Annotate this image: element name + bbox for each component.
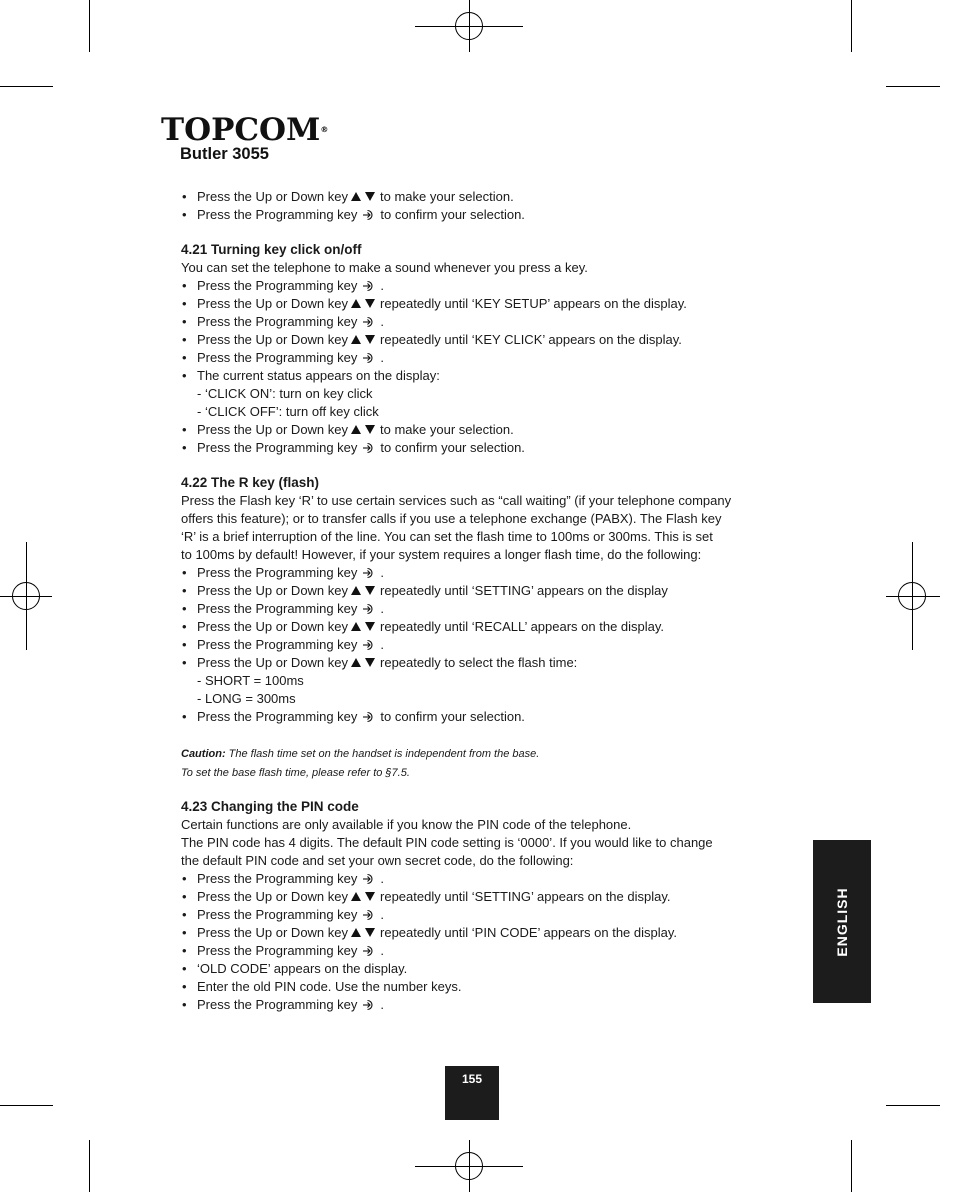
brand-name: TOPCOM xyxy=(161,112,321,148)
caution-line-2: To set the base flash time, please refer to §7.5. xyxy=(181,767,410,779)
step-text-end: to confirm your selection. xyxy=(380,440,525,455)
steps-4-23 xyxy=(181,870,781,1014)
substeps-4-21 xyxy=(181,385,781,421)
brand-logo: TOPCOM® xyxy=(161,112,329,148)
list-item xyxy=(181,888,781,906)
step-text: Enter the old PIN code. Use the number keys. xyxy=(197,979,462,994)
step-text: Press the Programming key xyxy=(197,943,358,958)
step-text-end: . xyxy=(380,278,385,293)
steps-4-21-end xyxy=(181,421,781,457)
up-down-arrows-icon xyxy=(351,621,376,632)
paragraph-line: The PIN code has 4 digits. The default PIN code setting is ‘0000’. If you would like to change xyxy=(181,835,713,850)
paragraph-line: Press the Flash key ‘R’ to use certain services such as “call waiting” (if your telephone company xyxy=(181,493,732,508)
up-down-arrows-icon xyxy=(351,657,376,668)
step-text-end: . xyxy=(380,907,385,922)
section-title-4-21: 4.21 Turning key click on/off xyxy=(181,242,362,257)
section-text-4-22 xyxy=(181,492,781,564)
programming-key-icon xyxy=(362,711,376,723)
step-text-end: repeatedly until ‘SETTING’ appears on the display xyxy=(380,583,668,598)
step-text-end: repeatedly until ‘SETTING’ appears on the display. xyxy=(380,889,671,904)
list-item xyxy=(181,564,781,582)
caution-line-1: The flash time set on the handset is independent from the base. xyxy=(228,748,540,760)
step-text-end: . xyxy=(380,565,385,580)
step-text: Press the Up or Down key xyxy=(197,925,349,940)
list-item xyxy=(181,870,781,888)
section-text-4-23 xyxy=(181,816,781,870)
step-text: Press the Programming key xyxy=(197,709,358,724)
list-item xyxy=(181,654,781,672)
step-text-end: to make your selection. xyxy=(380,422,514,437)
page-number: 155 xyxy=(445,1066,499,1120)
step-text: Press the Programming key xyxy=(197,997,358,1012)
list-item xyxy=(181,313,781,331)
step-text-end: repeatedly until ‘PIN CODE’ appears on the display. xyxy=(380,925,678,940)
programming-key-icon xyxy=(362,352,376,364)
step-text: Press the Up or Down key xyxy=(197,889,349,904)
step-text: Press the Programming key xyxy=(197,907,358,922)
paragraph-line: offers this feature); or to transfer calls if you use a telephone exchange (PABX). The Flash key xyxy=(181,511,722,526)
step-text-end: repeatedly until ‘KEY SETUP’ appears on the display. xyxy=(380,296,687,311)
up-down-arrows-icon xyxy=(351,585,376,596)
up-down-arrows-icon xyxy=(351,298,376,309)
up-down-arrows-icon xyxy=(351,191,376,202)
programming-key-icon xyxy=(362,442,376,454)
step-text-end: . xyxy=(380,871,385,886)
step-text-end: . xyxy=(380,350,385,365)
list-item xyxy=(181,636,781,654)
list-item xyxy=(181,978,781,996)
programming-key-icon xyxy=(362,639,376,651)
step-text: Press the Up or Down key xyxy=(197,296,349,311)
programming-key-icon xyxy=(362,603,376,615)
language-tab xyxy=(813,840,871,1003)
up-down-arrows-icon xyxy=(351,927,376,938)
list-item xyxy=(181,206,781,224)
programming-key-icon xyxy=(362,209,376,221)
step-text-end: repeatedly to select the flash time: xyxy=(380,655,578,670)
steps-4-21 xyxy=(181,277,781,385)
programming-key-icon xyxy=(362,945,376,957)
list-item xyxy=(181,367,781,385)
substeps-4-22 xyxy=(181,672,781,708)
manual-content xyxy=(181,188,781,1014)
caution-label: Caution: xyxy=(181,748,226,760)
list-item xyxy=(181,439,781,457)
paragraph-line: to 100ms by default! However, if your system requires a longer flash time, do the following: xyxy=(181,547,702,562)
sub-step: - SHORT = 100ms xyxy=(197,673,304,688)
step-text: Press the Programming key xyxy=(197,565,358,580)
paragraph-line: ‘R’ is a brief interruption of the line. You can set the flash time to 100ms or 300ms. This is set xyxy=(181,529,713,544)
step-text-end: to make your selection. xyxy=(380,189,514,204)
step-text: Press the Up or Down key xyxy=(197,655,349,670)
steps-4-22-end xyxy=(181,708,781,726)
list-item xyxy=(181,708,781,726)
step-text: Press the Up or Down key xyxy=(197,583,349,598)
step-text: Press the Programming key xyxy=(197,601,358,616)
programming-key-icon xyxy=(362,280,376,292)
step-text: Press the Programming key xyxy=(197,871,358,886)
step-text: Press the Programming key xyxy=(197,440,358,455)
programming-key-icon xyxy=(362,999,376,1011)
step-text: Press the Up or Down key xyxy=(197,332,349,347)
list-item xyxy=(181,421,781,439)
programming-key-icon xyxy=(362,316,376,328)
step-text-end: . xyxy=(380,637,385,652)
step-text: ‘OLD CODE’ appears on the display. xyxy=(197,961,408,976)
section-text-4-21: You can set the telephone to make a sound whenever you press a key. xyxy=(181,260,588,275)
up-down-arrows-icon xyxy=(351,424,376,435)
section-title-4-23: 4.23 Changing the PIN code xyxy=(181,799,359,814)
step-text-end: repeatedly until ‘RECALL’ appears on the display. xyxy=(380,619,665,634)
step-text-end: to confirm your selection. xyxy=(380,207,525,222)
paragraph-line: Certain functions are only available if you know the PIN code of the telephone. xyxy=(181,817,632,832)
programming-key-icon xyxy=(362,873,376,885)
step-text-end: . xyxy=(380,943,385,958)
intro-list xyxy=(181,188,781,224)
paragraph-line: the default PIN code and set your own secret code, do the following: xyxy=(181,853,574,868)
language-label: ENGLISH xyxy=(834,886,850,957)
programming-key-icon xyxy=(362,567,376,579)
step-text: Press the Programming key xyxy=(197,350,358,365)
step-text: Press the Programming key xyxy=(197,314,358,329)
list-item xyxy=(181,277,781,295)
list-item xyxy=(181,618,781,636)
list-item xyxy=(181,331,781,349)
caution-note xyxy=(181,745,781,783)
sub-step: - ‘CLICK OFF’: turn off key click xyxy=(197,404,379,419)
section-title-4-22: 4.22 The R key (flash) xyxy=(181,475,320,490)
step-text: Press the Up or Down key xyxy=(197,189,349,204)
list-item xyxy=(181,349,781,367)
list-item xyxy=(181,600,781,618)
step-text-end: repeatedly until ‘KEY CLICK’ appears on the display. xyxy=(380,332,682,347)
list-item xyxy=(181,960,781,978)
up-down-arrows-icon xyxy=(351,334,376,345)
list-item xyxy=(181,295,781,313)
steps-4-22 xyxy=(181,564,781,672)
step-text: The current status appears on the display: xyxy=(197,368,440,383)
sub-step: - LONG = 300ms xyxy=(197,691,296,706)
step-text: Press the Programming key xyxy=(197,637,358,652)
step-text-end: . xyxy=(380,601,385,616)
programming-key-icon xyxy=(362,909,376,921)
step-text: Press the Programming key xyxy=(197,278,358,293)
up-down-arrows-icon xyxy=(351,891,376,902)
sub-step: - ‘CLICK ON’: turn on key click xyxy=(197,386,373,401)
step-text-end: . xyxy=(380,314,385,329)
list-item xyxy=(181,188,781,206)
list-item xyxy=(181,906,781,924)
list-item xyxy=(181,924,781,942)
step-text: Press the Up or Down key xyxy=(197,619,349,634)
list-item xyxy=(181,996,781,1014)
step-text: Press the Up or Down key xyxy=(197,422,349,437)
list-item xyxy=(181,942,781,960)
model-name: Butler 3055 xyxy=(180,145,269,163)
step-text-end: to confirm your selection. xyxy=(380,709,525,724)
step-text: Press the Programming key xyxy=(197,207,358,222)
step-text-end: . xyxy=(380,997,385,1012)
list-item xyxy=(181,582,781,600)
